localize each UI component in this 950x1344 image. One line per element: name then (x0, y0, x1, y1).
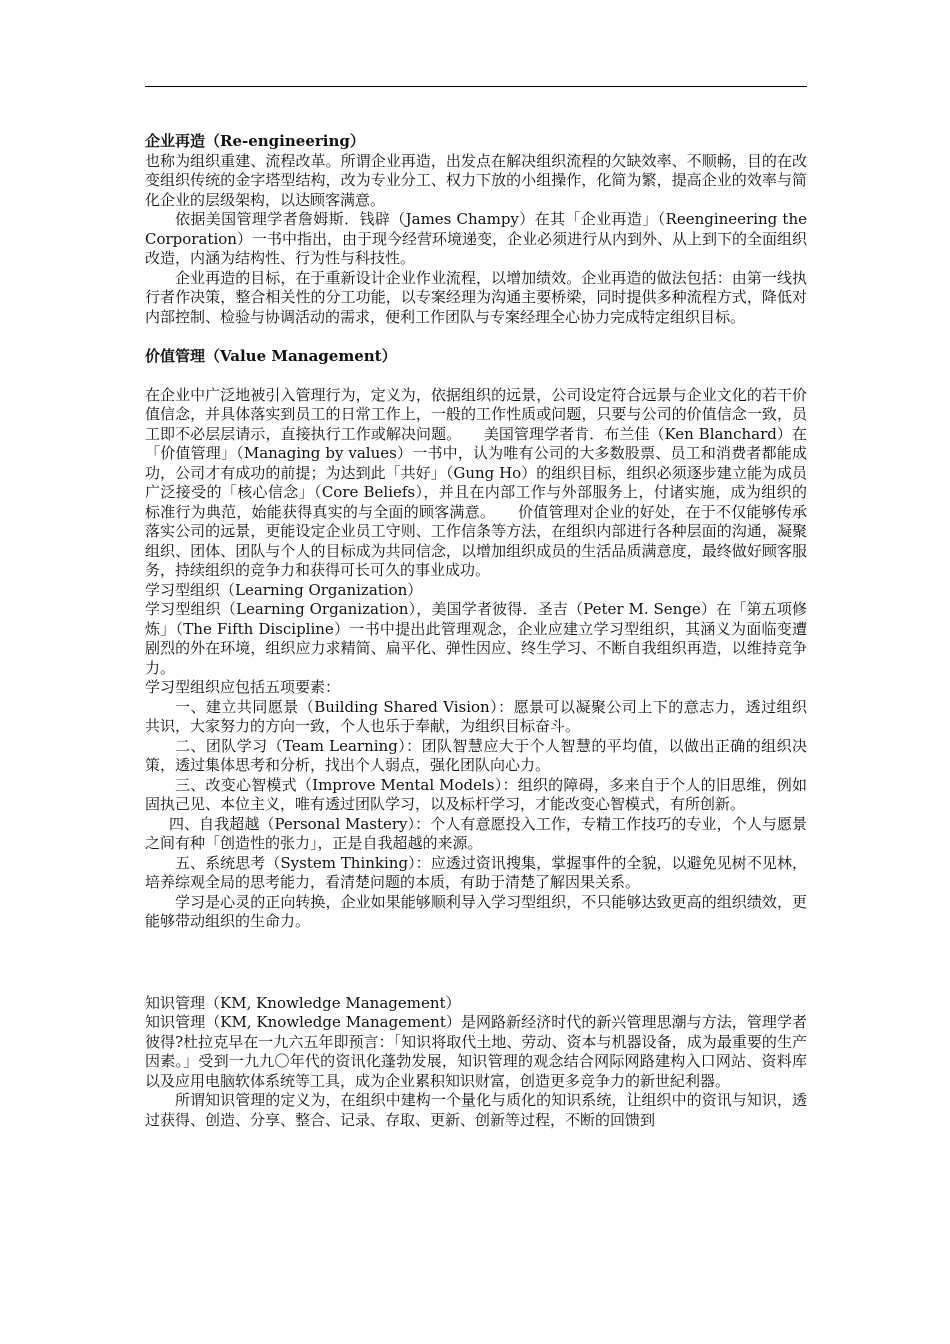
section-heading-knowledge-management: 知识管理（KM, Knowledge Management） (145, 993, 461, 1012)
paragraph: 学习型组织（Learning Organization），美国学者彼得．圣吉（Peter M. Senge）在「第五项修炼」（The Fifth Discipline）一书中提出此管理观念，企业应建立学习型组织，其涵义为面临变遭剧烈的外在环境，组织应力求精简、扁平化、弹性因应、终生学习、不断自我组织再造，以维持竞争力。 (145, 600, 807, 677)
section-heading-value-management: 价值管理（Value Management） (145, 346, 397, 365)
spacer (145, 932, 807, 994)
list-item: 三、改变心智模式（Improve Mental Models）：组织的障碍，多来自于个人的旧思维，例如固执己见、本位主义，唯有透过团队学习，以及标杆学习，才能改变心智模式，有所创新。 (145, 775, 807, 813)
list-item: 五、系统思考（System Thinking）：应透过资讯搜集，掌握事件的全貌，以避免见树不见林，培养综观全局的思考能力，看清楚问题的本质，有助于清楚了解因果关系。 (145, 853, 807, 891)
paragraph: 也称为组织重建、流程改革。所谓企业再造，出发点在解决组织流程的欠缺效率、不顺畅，目的在改变组织传统的金字塔型结构，改为专业分工、权力下放的小组操作，化简为繁，提高企业的效率与简化企业的层级架构，以达顾客满意。 (145, 151, 807, 209)
header-rule (145, 86, 807, 87)
document-body (145, 132, 807, 1130)
list-item: 一、建立共同愿景（Building Shared Vision）：愿景可以凝聚公司上下的意志力，透过组织共识，大家努力的方向一致，个人也乐于奉献，为组织目标奋斗。 (145, 697, 807, 735)
paragraph: 在企业中广泛地被引入管理行为，定义为，依据组织的远景，公司设定符合远景与企业文化的若干价值信念，并具体落实到员工的日常工作上，一般的工作性质或问题，只要与公司的价值信念一致，员工即不必层层请示，直接执行工作或解决问题。 美国管理学者肯．布兰佳（Ken Blanchard）在「价值管理」（Managing by values）一书中，认为唯有公司的大多数股票、员工和消费者都能成功，公司才有成功的前提；为达到此「共好」（Gung Ho）的组织目标，组织必须逐步建立能为成员广泛接受的「核心信念」（Core Beliefs），并且在内部工作与外部服务上，付诸实施，成为组织的标准行为典范，始能获得真实的与全面的顾客满意。 价值管理对企业的好处，在于不仅能够传承落实公司的远景，更能设定企业员工守则、工作信条等方法，在组织内部进行各种层面的沟通，凝聚组织、团体、团队与个人的目标成为共同信念，以增加组织成员的生活品质满意度，最终做好顾客服务，持续组织的竞争力和获得可长可久的事业成功。 (145, 385, 807, 579)
paragraph: 学习是心灵的正向转换，企业如果能够顺利导入学习型组织，不只能够达致更高的组织绩效，更能够带动组织的生命力。 (145, 892, 807, 930)
paragraph: 知识管理（KM, Knowledge Management）是网路新经济时代的新兴管理思潮与方法，管理学者彼得?杜拉克早在一九六五年即预言：「知识将取代土地、劳动、资本与机器设备，成为最重要的生产因素。」受到一九九〇年代的资讯化蓬勃发展，知识管理的观念结合网际网路建构入口网站、资料库以及应用电脑软体系统等工具，成为企业累积知识财富，创造更多竞争力的新世紀利器。 (145, 1013, 807, 1090)
paragraph: 依据美国管理学者詹姆斯．钱辟（James Champy）在其「企业再造」（Reengineering the Corporation）一书中指出，由于现今经营环境递变，企业必须进行从内到外、从上到下的全面组织改造，内涵为结构性、行为性与科技性。 (145, 210, 807, 267)
list-item: 四、自我超越（Personal Mastery）：个人有意愿投入工作，专精工作技巧的专业，个人与愿景之间有种「创造性的张力」，正是自我超越的来源。 (145, 814, 807, 852)
list-item: 二、团队学习（Team Learning）：团队智慧应大于个人智慧的平均值，以做出正确的组织决策，透过集体思考和分析，找出个人弱点，强化团队向心力。 (145, 736, 807, 774)
paragraph: 所谓知识管理的定义为，在组织中建构一个量化与质化的知识系统，让组织中的资讯与知识，透过获得、创造、分享、整合、记录、存取、更新、创新等过程，不断的回馈到 (145, 1091, 807, 1129)
section-heading-learning-organization: 学习型组织（Learning Organization） (145, 580, 423, 599)
section-heading-reengineering: 企业再造（Re-engineering） (145, 132, 365, 150)
paragraph: 企业再造的目标，在于重新设计企业作业流程，以增加绩效。企业再造的做法包括：由第一线执行者作决策，整合相关性的分工功能，以专案经理为沟通主要桥梁，同时提供多种流程方式，降低对内部控制、检验与协调活动的需求，便利工作团队与专案经理全心协力完成特定组织目标。 (145, 268, 807, 326)
paragraph: 学习型组织应包括五项要素： (145, 678, 341, 696)
